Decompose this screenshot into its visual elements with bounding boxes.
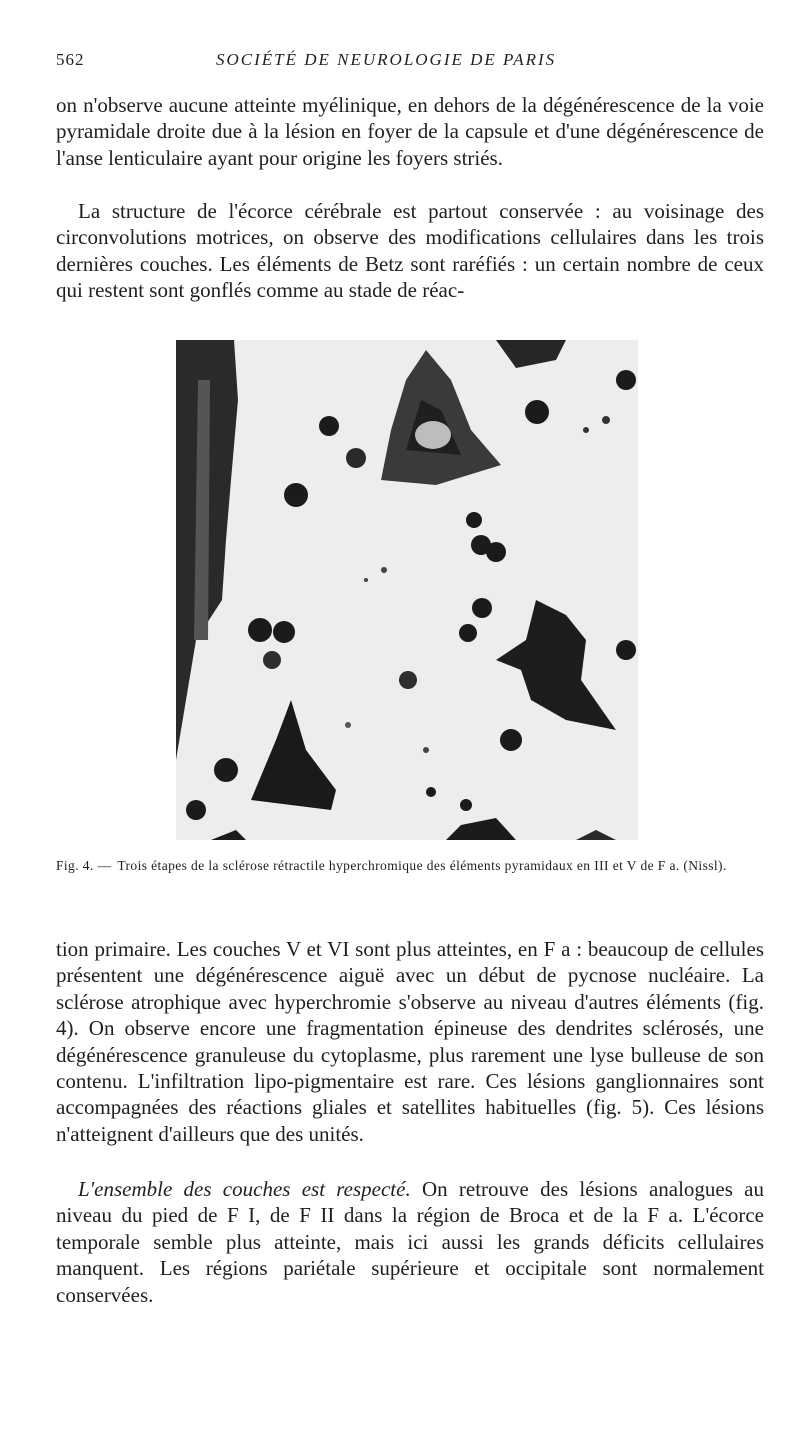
page-header bbox=[56, 50, 746, 74]
micrograph-image bbox=[176, 340, 638, 840]
paragraph-2: La structure de l'écorce cérébrale est partout conservée : au voisinage des circonvolutions motrices, on observe des modifications cellulaires dans les trois dernières couches. Les éléments de Betz sont raréfiés : un certain nombre de ceux qui restent sont gonflés comme au stade de réac- bbox=[56, 199, 764, 303]
paragraph-4-text: On retrouve des lésions analogues au niveau du pied de F I, de F II dans la région de Broca et de la F a. L'écorce temporale semble plus atteinte, mais ici aussi les grands déficits cellulaires manquent. Les régions pariétale supérieure et occipitale sont normalement conservées. bbox=[56, 1177, 765, 1307]
figure-label: Fig. 4. — bbox=[56, 858, 112, 873]
paragraph-4 bbox=[56, 1176, 764, 1308]
paragraph-3: tion primaire. Les couches V et VI sont plus atteintes, en F a : beaucoup de cellules présentent une dégénérescence aiguë avec un début de pycnose nucléaire. La sclérose atrophique avec hyperchromie s'observe au niveau d'autres éléments (fig. 4). On observe encore une fragmentation épineuse des dendrites sclérosés, une dégénérescence granuleuse du cytoplasme, plus rarement une lyse bulleuse de son contenu. L'infiltration lipo-pigmentaire est rare. Ces lésions ganglionnaires sont accompagnées des réactions gliales et satellites habituelles (fig. 5). Ces lésions n'atteignent d'ailleurs que des unités. bbox=[56, 937, 764, 1146]
figure-caption-text: Trois étapes de la sclérose rétractile hyperchromique des éléments pyramidaux en III et V de F a. (Nissl). bbox=[117, 858, 727, 873]
paragraph-1: on n'observe aucune atteinte myélinique, en dehors de la dégénérescence de la voie pyramidale droite due à la lésion en foyer de la capsule et d'une dégénérescence de l'anse lenticulaire ayant pour origine les foyers striés. bbox=[56, 93, 764, 170]
running-head: SOCIÉTÉ DE NEUROLOGIE DE PARIS bbox=[216, 50, 557, 69]
micrograph-figure bbox=[176, 340, 638, 840]
figure-caption bbox=[56, 858, 764, 874]
page-number: 562 bbox=[56, 50, 85, 69]
paragraph-4-italic: L'ensemble des couches est respecté. bbox=[78, 1177, 411, 1201]
